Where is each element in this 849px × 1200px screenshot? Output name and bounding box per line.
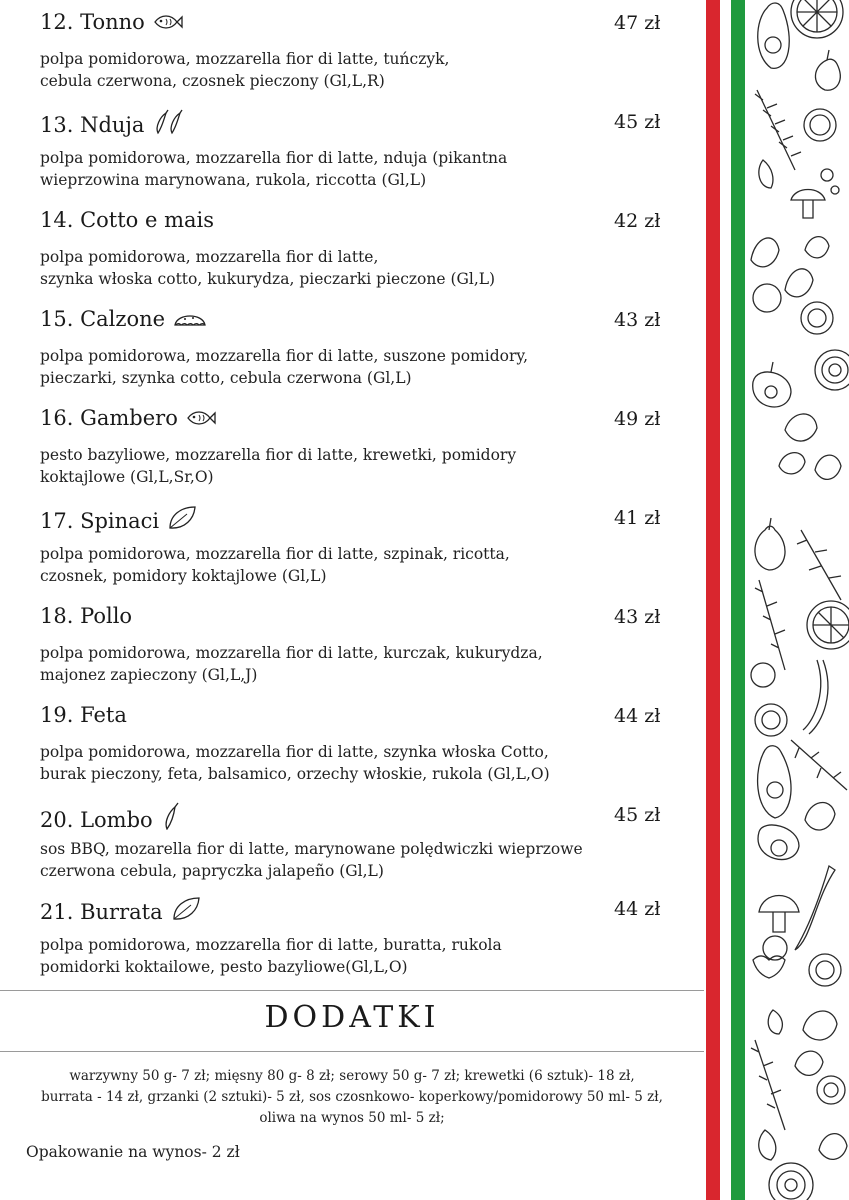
item-name: 12. Tonno	[40, 10, 183, 37]
menu-item-lombo	[40, 792, 680, 884]
tomato-bottom-icon	[817, 1076, 845, 1104]
item-name: 15. Calzone	[40, 307, 207, 334]
section-divider-top	[0, 990, 704, 991]
item-name: 18. Pollo	[40, 604, 133, 628]
garlic-clove-icon	[759, 160, 773, 188]
garlic-bottom-icon	[759, 1130, 776, 1160]
italian-flag-red-stripe	[706, 0, 720, 1200]
item-description: polpa pomidorowa, mozzarella fior di latte, szpinak, ricotta, czosnek, pomidory koktajlowe (Gl,L)	[40, 545, 510, 585]
basil-leaf-icon	[751, 237, 829, 297]
section-divider-bottom	[0, 1051, 704, 1052]
menu-item-pollo	[40, 594, 680, 686]
item-price: 44 zł	[614, 898, 661, 920]
garlic-icon	[815, 50, 840, 90]
item-price: 42 zł	[614, 210, 661, 232]
menu-item-calzone	[40, 297, 680, 389]
tomato-slice-icon	[809, 954, 841, 986]
extras-line: oliwa na wynos 50 ml- 5 zł;	[259, 1110, 445, 1126]
menu-item-nduja	[40, 99, 680, 191]
italian-flag-green-stripe	[731, 0, 745, 1200]
rosemary-icon	[755, 90, 801, 170]
zucchini-icon	[803, 660, 828, 734]
item-description: polpa pomidorowa, mozzarella fior di latte, szynka włoska cotto, kukurydza, pieczarki pieczone (Gl,L)	[40, 248, 496, 288]
item-name: 16. Gambero	[40, 406, 216, 433]
fish-icon	[153, 12, 183, 37]
extras-line: warzywny 50 g- 7 zł; mięsny 80 g- 8 zł; serowy 50 g- 7 zł; krewetki (6 sztuk)- 18 zł,	[69, 1068, 635, 1084]
item-price: 45 zł	[614, 804, 661, 826]
herb-branch-icon	[791, 740, 847, 830]
item-price: 43 zł	[614, 606, 661, 628]
item-description: polpa pomidorowa, mozzarella fior di latte, kurczak, kukurydza, majonez zapieczony (Gl,L,J)	[40, 644, 543, 684]
item-name: 17. Spinaci	[40, 505, 197, 536]
item-name: 14. Cotto e mais	[40, 208, 215, 232]
avocado-half-icon	[758, 746, 791, 818]
menu-item-gambero	[40, 396, 680, 488]
basil-cluster-icon	[795, 1011, 837, 1075]
menu-item-tonno	[40, 0, 680, 92]
menu-item-spinaci	[40, 495, 680, 587]
avocado-icon	[758, 3, 790, 68]
tomato-half-icon	[804, 109, 836, 141]
item-description: polpa pomidorowa, mozzarella fior di latte, szynka włoska Cotto, burak pieczony, feta, balsamico, orzechy włoskie, rukola (Gl,L,O)	[40, 743, 550, 783]
item-description: sos BBQ, mozarella fior di latte, marynowane polędwiczki wieprzowe czerwona cebula, papryczka jalapeño (Gl,L)	[40, 840, 583, 880]
item-price: 47 zł	[614, 12, 661, 34]
item-description: polpa pomidorowa, mozzarella fior di latte, buratta, rukola pomidorki koktailowe, pesto bazyliowe(Gl,L,O)	[40, 936, 502, 976]
chili-peppers-icon	[152, 109, 186, 140]
takeaway-fee: Opakowanie na wynos- 2 zł	[26, 1143, 240, 1161]
item-price: 49 zł	[614, 408, 661, 430]
mushroom-half-icon	[759, 896, 799, 961]
mushroom-icon	[791, 190, 825, 219]
lemon-wheel-icon	[807, 601, 849, 649]
item-price: 41 zł	[614, 507, 661, 529]
lemon-slice-icon	[791, 0, 843, 38]
item-price: 45 zł	[614, 111, 661, 133]
extras-line: burrata - 14 zł, grzanki (2 sztuki)- 5 zł, sos czosnkowo- koperkowy/pomidorowy 50 ml- 5 zł,	[41, 1089, 663, 1105]
leaf-bottom-icon	[819, 1134, 847, 1160]
item-description: polpa pomidorowa, mozzarella fior di latte, suszone pomidory, pieczarki, szynka cotto, cebula czerwona (Gl,L)	[40, 347, 529, 387]
leaf-icon	[171, 896, 201, 927]
bell-pepper-icon	[753, 362, 791, 407]
menu-item-cotto-e-mais	[40, 198, 680, 290]
item-description: pesto bazyliowe, mozzarella fior di latte, krewetki, pomidory koktajlowe (Gl,L,Sr,O)	[40, 446, 517, 486]
extras-title: DODATKI	[264, 1000, 440, 1035]
arugula-icon	[797, 530, 841, 600]
chili-pepper-icon	[161, 802, 181, 835]
chili-icon	[795, 866, 835, 950]
menu-item-feta	[40, 693, 680, 785]
item-name: 19. Feta	[40, 703, 127, 727]
leaf-icon	[167, 505, 197, 536]
item-name: 13. Nduja	[40, 109, 186, 140]
rosemary-bottom-icon	[751, 1040, 785, 1130]
vegetable-illustration-panel	[745, 0, 849, 1200]
tomato-icon	[753, 284, 833, 334]
garlic-small-icon	[768, 1010, 782, 1034]
basil-branch-icon	[779, 414, 841, 479]
pepper-icon	[821, 169, 839, 194]
item-name: 21. Burrata	[40, 896, 201, 927]
pepper-half-icon	[758, 825, 799, 860]
onion-ring-icon	[815, 350, 849, 390]
onion-icon	[751, 663, 787, 736]
extras-list	[0, 1066, 704, 1129]
onion-bottom-icon	[769, 1163, 813, 1200]
calzone-icon	[173, 309, 207, 334]
item-description: polpa pomidorowa, mozzarella fior di latte, nduja (pikantna wieprzowina marynowana, rukola, riccotta (Gl,L)	[40, 149, 508, 189]
garlic-head-icon	[755, 518, 785, 570]
rosemary-sprig-icon	[755, 580, 785, 670]
item-price: 43 zł	[614, 309, 661, 331]
item-name: 20. Lombo	[40, 802, 181, 835]
italian-flag-white-stripe	[720, 0, 731, 1200]
fish-icon	[186, 408, 216, 433]
item-price: 44 zł	[614, 705, 661, 727]
menu-item-burrata	[40, 886, 680, 978]
item-description: polpa pomidorowa, mozzarella fior di latte, tuńczyk, cebula czerwona, czosnek pieczony (Gl,L,R)	[40, 50, 450, 90]
